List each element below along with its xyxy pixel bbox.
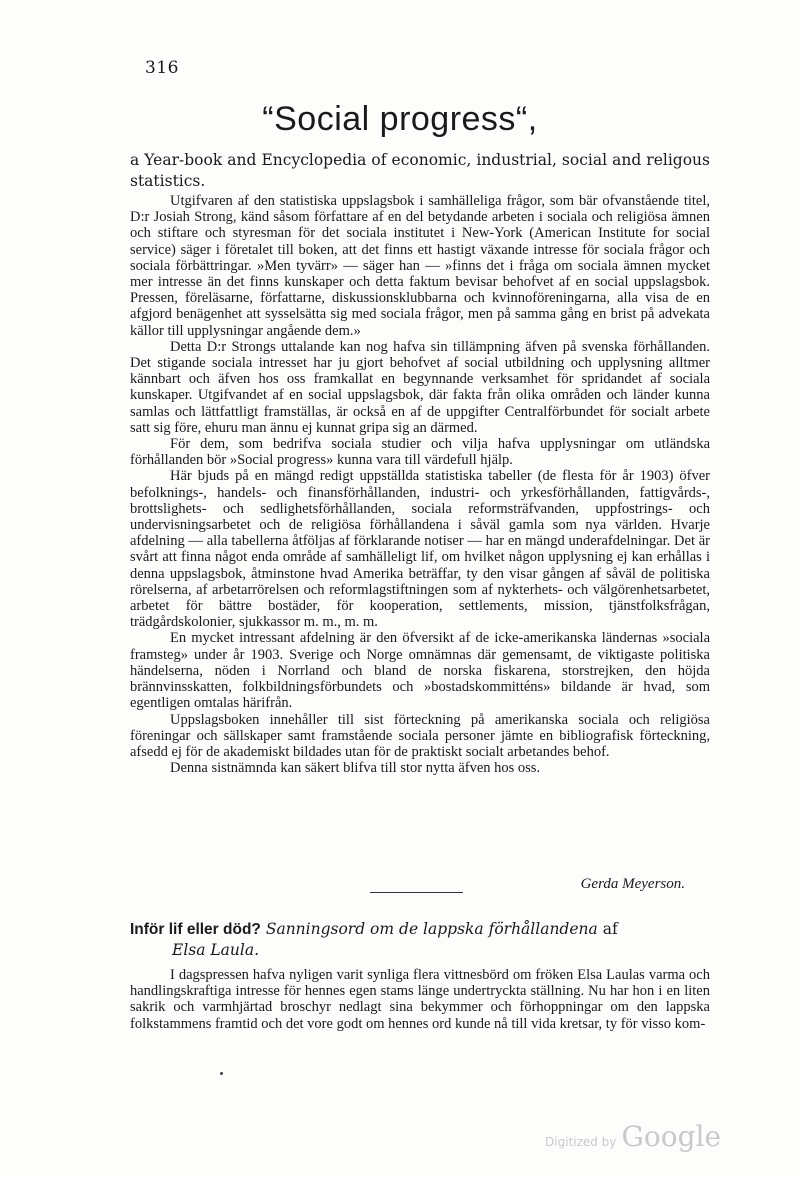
review-connector: af <box>602 920 618 938</box>
digitization-watermark <box>545 1120 721 1153</box>
article-paragraph: Denna sistnämnda kan säkert blifva till stor nytta äfven hos oss. <box>170 760 541 777</box>
article-paragraph: Utgifvaren af den statistiska uppslagsbok i samhälleliga frågor, som bär ofvanstående titel, D:r Josiah Strong, känd såsom författare af en del betydande arbeten i sociala och religiösa ämnen och stiftare och styresman för det sociala institutet i New-York (American Institute for social service) säger i företalet till boken, att det finns ett hastigt växande intresse för sociala frågor och sociala förbättringar. »Men tyvärr» — säger han — »finns det i fråga om sociala ämnen mycket mer intresse än det finns kunskaper och detta faktum bevisar behofvet af en social uppslagsbok. Pressen, föreläsarne, författarne, diskussionsklubbarna och kvinnoföreningarna, alla visa de en afgjord benägenhet att sysselsätta sig med sociala frågor, men på samma gång en brist på advekata källor till upplysningar angående dem.» <box>130 193 710 339</box>
review-body <box>130 967 710 1032</box>
article-paragraph: En mycket intressant afdelning är den öfversikt af de icke-amerikanska ländernas »sociala framsteg» under år 1903. Sverige och Norge omnämnas där gemensamt, de viktigaste politiska händelserna, nöden i Norrland och bland de norska fiskarena, storstrejken, den höjda brännvinsskatten, folkbildningsförbundets och »bostadskommitténs» bildande är hvad, som egentligen omtalas härifrån. <box>130 630 710 712</box>
review-subtitle: Sanningsord om de lappska förhållandena <box>265 920 598 938</box>
article-paragraph: Detta D:r Strongs uttalande kan nog hafva sin tillämpning äfven på svenska förhållanden. Det stigande sociala intresset har ju gjort behofvet af social utbildning och upplysning alltmer kännbart och äfven hos oss framkallat en begynnande verksamhet för spridandet af sociala kunskaper. Utgifvandet af en social uppslagsbok, där fakta från olika områden och länder kunna samlas och lättfattligt framställas, är också en af de uppgifter Centralförbundet för socialt arbete satt sig före, ehuru man ännu ej kunnat gripa sig an därmed. <box>130 338 710 436</box>
article-paragraph: Här bjuds på en mängd redigt uppställda statistiska tabeller (de flesta för år 1903) öfver befolknings-, handels- och finansförhållanden, industri- och yrkesförhållanden, fattigvårds-, brottslighets- och sedlighetsförhållanden, sociala reformsträfvanden, uppfostrings- och undervisningsarbetet och de religiösa förhållandena i såväl gamla som nya världen. Hvarje afdelning — alla tabellerna åtföljas af förklarande notiser — har en mängd underafdelningar. Det är svårt att finna något enda område af samhälleligt lif, om hvilket någon upplysning ej kan erhållas i denna uppslagsbok, åtminstone hvad Amerika beträffar, ty den visar gången af såväl de politiska rörelserna, af arbetarrörelsen och reformlagstiftningen som af nykterhets- och välgörenhetsarbetet, arbetet för bättre bostäder, för kooperation, settlements, mission, tjänstfolksfrågan, trädgårdskolonier, sjukkassor m. m., m. m. <box>130 468 710 631</box>
author-signature: Gerda Meyerson. <box>580 876 685 892</box>
section-divider <box>370 892 463 893</box>
review-author: Elsa Laula. <box>172 941 260 959</box>
page-number: 316 <box>145 58 179 78</box>
article-paragraph: Uppslagsboken innehåller till sist förteckning på amerikanska sociala och religiösa föreningar och sällskaper samt framstående sociala personer jämte en bibliografisk förteckning, afsedd ej för de akademiskt bildades utan för de praktiskt socialt arbetandes behof. <box>130 711 710 760</box>
article-body <box>130 193 710 776</box>
article-title: “Social progress“, <box>262 100 538 138</box>
ink-speck <box>220 1072 223 1075</box>
article-paragraph: För dem, som bedrifva sociala studier och vilja hafva upplysningar om utländska förhållanden bör »Social progress» kunna vara till värdefull hjälp. <box>130 436 710 469</box>
watermark-brand: Google <box>621 1120 722 1153</box>
review-paragraph: I dagspressen hafva nyligen varit synliga flera vittnesbörd om fröken Elsa Laulas varma och handlingskraftiga intresse för hennes egen stams länge undertryckta ställning. Nu har hon i en liten sakrik och varmhjärtad broschyr nedlagt sina bekymmer och förhoppningar om den lappska folkstammens framtid och det vore godt om hennes ord kunde nå till vida kretsar, ty för visso kom- <box>130 967 710 1032</box>
review-heading <box>130 919 710 961</box>
watermark-prefix: Digitized by <box>545 1135 617 1149</box>
article-subtitle: a Year-book and Encyclopedia of economic, industrial, social and religous statistics. <box>130 151 710 190</box>
review-title: Inför lif eller död? <box>130 921 261 938</box>
